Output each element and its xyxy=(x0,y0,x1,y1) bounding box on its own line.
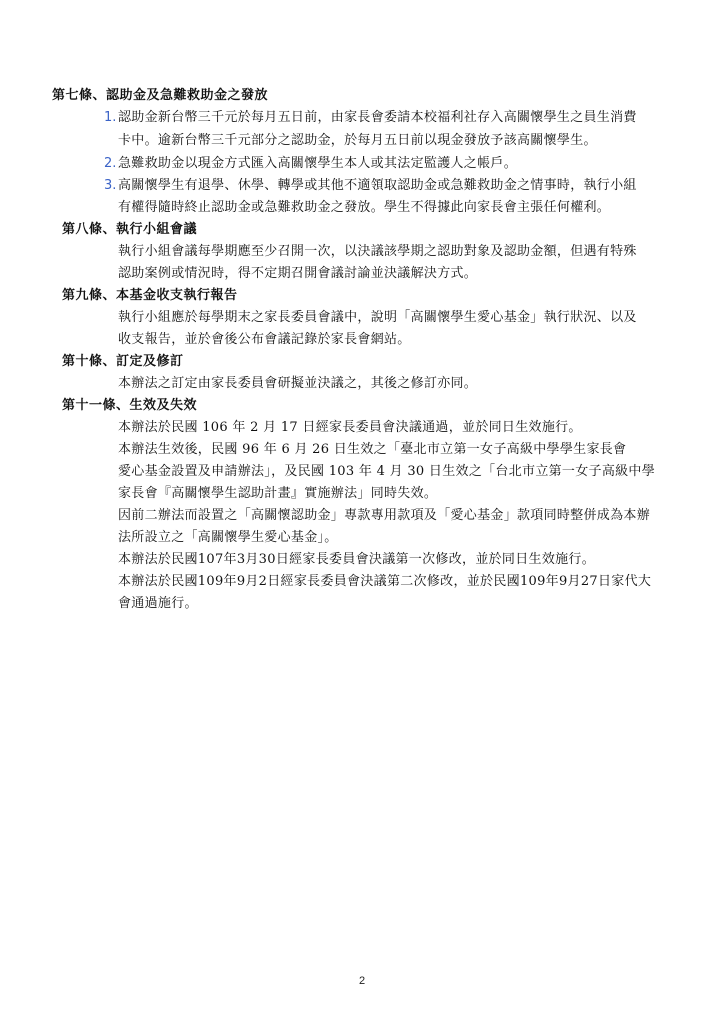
article-7-item-3-number: 3. xyxy=(104,178,117,193)
article-7-item-1-line-1: 認助金新台幣三千元於每月五日前，由家長會委請本校福利社存入高關懷學生之員生消費 xyxy=(118,110,637,125)
article-10-heading: 第十條、訂定及修訂 xyxy=(62,354,184,369)
article-11-line-7: 本辦法於民國107年3月30日經家長委員會決議第一次修改，並於同日生效施行。 xyxy=(118,552,596,567)
article-11-line-3: 愛心基金設置及申請辦法」，及民國 103 年 4 月 30 日生效之「台北市立第一女子高級中學 xyxy=(118,464,656,479)
article-11-line-5: 因前二辦法而設置之「高關懷認助金」專款專用款項及「愛心基金」款項同時整併成為本辦 xyxy=(118,508,651,523)
article-7-item-3-line-2: 有權得隨時終止認助金或急難救助金之發放。學生不得據此向家長會主張任何權利。 xyxy=(118,200,611,215)
article-11-line-6: 法所設立之「高關懷學生愛心基金」。 xyxy=(118,530,338,545)
article-7-item-3-line-1: 高關懷學生有退學、休學、轉學或其他不適領取認助金或急難救助金之情事時，執行小組 xyxy=(118,178,637,193)
article-7-item-1-number: 1. xyxy=(104,110,117,125)
article-11-line-2: 本辦法生效後，民國 96 年 6 月 26 日生效之「臺北市立第一女子高級中學學生家長會 xyxy=(118,442,627,457)
article-10-line-1: 本辦法之訂定由家長委員會研擬並決議之，其後之修訂亦同。 xyxy=(118,376,478,391)
page-number: 2 xyxy=(358,975,366,987)
article-8-line-2: 認助案例或情況時，得不定期召開會議討論並決議解決方式。 xyxy=(118,266,478,281)
article-8-heading: 第八條、執行小組會議 xyxy=(62,222,198,237)
article-7-heading: 第七條、認助金及急難救助金之發放 xyxy=(52,88,269,103)
article-7-item-1-line-2: 卡中。逾新台幣三千元部分之認助金，於每月五日前以現金發放予該高關懷學生。 xyxy=(118,133,597,148)
article-11-line-1: 本辦法於民國 106 年 2 月 17 日經家長委員會決議通過，並於同日生效施行。 xyxy=(118,420,582,435)
article-9-heading: 第九條、本基金收支執行報告 xyxy=(62,288,238,303)
article-7-item-2-number: 2. xyxy=(104,156,117,171)
article-11-heading: 第十一條、生效及失效 xyxy=(62,398,198,413)
article-7-item-2-line-1: 急難救助金以現金方式匯入高關懷學生本人或其法定監護人之帳戶。 xyxy=(118,156,518,171)
article-9-line-1: 執行小組應於每學期末之家長委員會議中，說明「高關懷學生愛心基金」執行狀況、以及 xyxy=(118,310,637,325)
article-11-line-4: 家長會『高關懷學生認助計畫』實施辦法」同時失效。 xyxy=(118,486,438,501)
article-9-line-2: 收支報告，並於會後公布會議記錄於家長會網站。 xyxy=(118,332,411,347)
article-11-line-9: 會通過施行。 xyxy=(118,596,198,611)
article-8-line-1: 執行小組會議每學期應至少召開一次，以決議該學期之認助對象及認助金額，但遇有特殊 xyxy=(118,244,637,259)
article-11-line-8: 本辦法於民國109年9月2日經家長委員會決議第二次修改，並於民國109年9月27日家代大 xyxy=(118,574,652,589)
